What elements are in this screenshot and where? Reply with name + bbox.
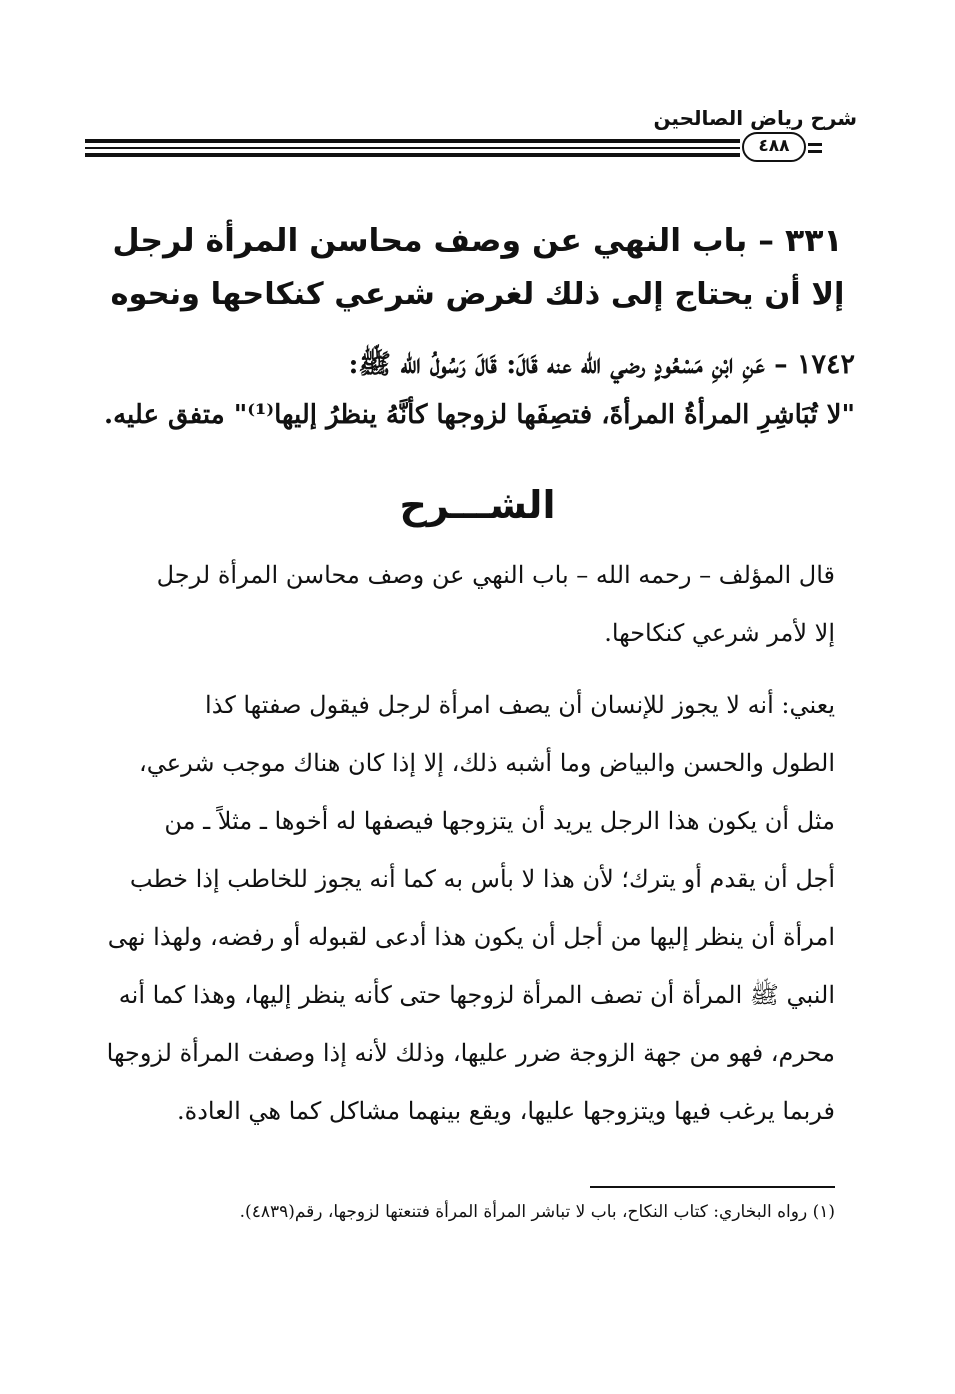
header-rule — [85, 139, 740, 143]
hadith-text — [95, 340, 855, 440]
body-line: الطول والحسن والبياض وما أشبه ذلك، إلا إذا كان هناك موجب شرعي، — [139, 749, 835, 777]
body-paragraph — [90, 546, 835, 662]
footnote-separator — [590, 1186, 835, 1188]
body-line: إلا لأمر شرعي كنكاحها. — [604, 619, 835, 647]
page-number-ornament — [808, 143, 822, 146]
header-rule — [85, 147, 740, 149]
page-number: ٤٨٨ — [742, 132, 806, 162]
body-line: النبي ﷺ المرأة أن تصف المرأة لزوجها حتى كأنه ينظر إليها، وهذا كما أنه — [118, 981, 835, 1009]
page-number-ornament — [808, 150, 822, 153]
body-line: فربما يرغب فيها ويتزوجها عليها، ويقع بينهما مشاكل كما هي العادة. — [177, 1097, 835, 1125]
header-rule — [85, 153, 740, 157]
chapter-heading-line: إلا أن يحتاج إلى ذلك لغرض شرعي كنكاحها ونحوه — [110, 277, 845, 312]
body-line: أجل أن يقدم أو يترك؛ لأن هذا لا بأس به كما أنه يجوز للخاطب إذا خطب — [129, 865, 835, 893]
body-line: مثل أن يكون هذا الرجل يريد أن يتزوجها فيصفها له أخوها ـ مثلاً ـ من — [164, 807, 835, 835]
hadith-line: "لا تُبَاشِرِ المرأةُ المرأةَ، فتصِفَها لزوجها كأنَّهُ ينظرُ إليها⁽¹⁾" متفق عليه. — [104, 400, 855, 430]
body-line: قال المؤلف – رحمه الله – باب النهي عن وصف محاسن المرأة لرجل — [156, 561, 835, 589]
footnote: (١) رواه البخاري: كتاب النكاح، باب لا تباشر المرأة المرأة فتنعتها لزوجها، رقم(٤٨٣٩). — [239, 1202, 835, 1222]
hadith-line: ١٧٤٢ – عَنِ ابْنِ مَسْعُودٍ رضي الله عنه قَالَ: قَالَ رَسُولُ الله ﷺ: — [348, 349, 855, 380]
body-line: محرم، فهو من جهة الزوجة ضرر عليها، وذلك لأنه إذا وصفت المرأة لزوجها — [106, 1039, 835, 1067]
chapter-heading-line: ٣٣١ – باب النهي عن وصف محاسن المرأة لرجل — [112, 223, 843, 259]
body-line: يعني: أنه لا يجوز للإنسان أن يصف امرأة لرجل فيقول صفتها كذا — [205, 691, 835, 719]
running-title: شرح رياض الصالحين — [653, 106, 857, 130]
chapter-heading — [110, 214, 845, 322]
body-paragraph — [90, 676, 835, 1140]
section-title: الشـــرح — [399, 483, 556, 527]
body-line: امرأة أن ينظر إليها من أجل أن يكون هذا أدعى لقبوله أو رفضه، ولهذا نهى — [107, 923, 835, 951]
